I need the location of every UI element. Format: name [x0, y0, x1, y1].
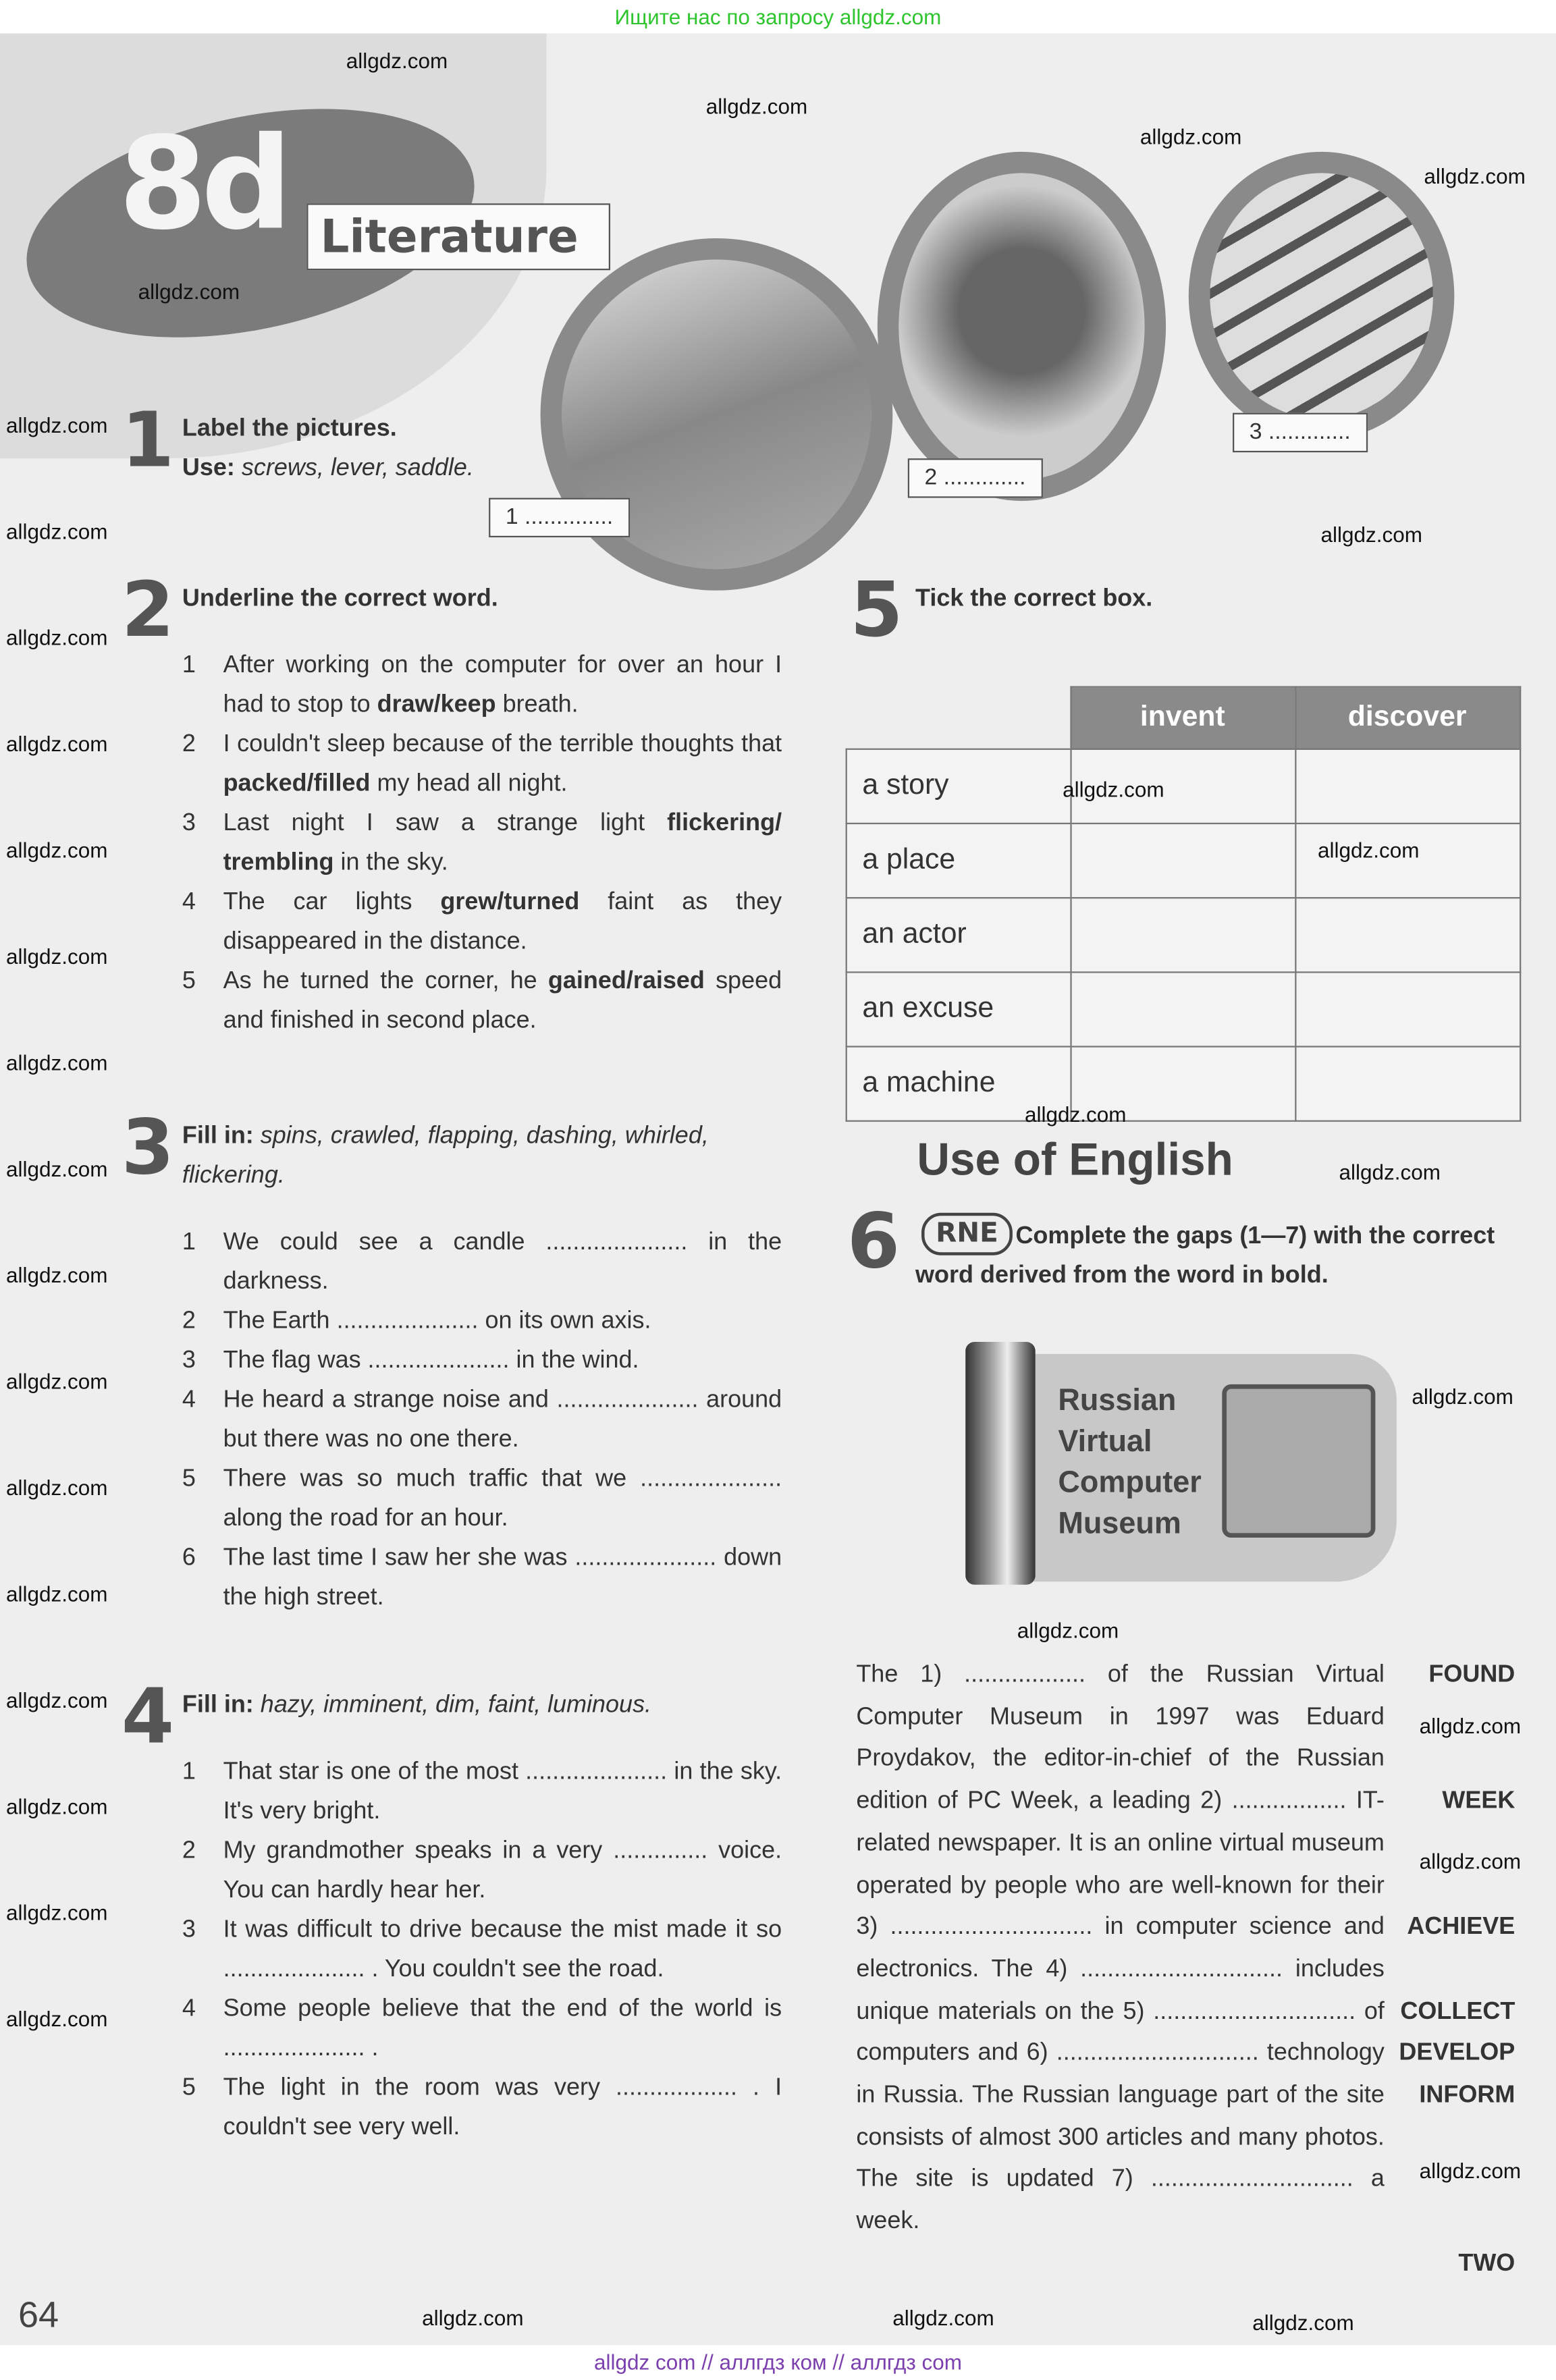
- watermark: allgdz.com: [1139, 124, 1242, 149]
- top-banner: Ищите нас по запросу allgdz.com: [614, 4, 942, 29]
- item-text: The last time I saw her she was ..................... down the high street.: [223, 1545, 782, 1611]
- word-choice[interactable]: packed/filled: [223, 771, 371, 797]
- exercise-items: [182, 1753, 782, 2148]
- tick-box-discover[interactable]: [1295, 749, 1520, 823]
- item-text-pre: I couldn't sleep because of the terrible thoughts that: [223, 731, 782, 758]
- watermark: allgdz.com: [1419, 1849, 1522, 1874]
- instruction-title: Underline the correct word.: [182, 586, 498, 612]
- exercise-item: [182, 1342, 782, 1381]
- column-invent: invent: [1070, 687, 1295, 749]
- tick-box-discover[interactable]: [1295, 1047, 1520, 1121]
- unit-title: Literature: [306, 203, 610, 270]
- item-number: 5: [182, 1466, 196, 1492]
- item-text-post: faint as they disappeared in the distance.: [223, 889, 782, 955]
- exercise-number: 6: [847, 1197, 901, 1286]
- exercise-item: [182, 1990, 782, 2069]
- item-number: 1: [182, 1229, 196, 1255]
- word-list: hazy, imminent, dim, faint, luminous.: [260, 1692, 652, 1719]
- item-text-pre: As he turned the corner, he: [223, 968, 548, 994]
- exercise-items: [182, 1224, 782, 1619]
- item-text-post: my head all night.: [370, 771, 568, 797]
- watermark: allgdz.com: [5, 1156, 108, 1181]
- item-text: It was difficult to drive because the mist made it so ..................... . You couldn't see the road.: [223, 1917, 782, 1982]
- item-number: 4: [182, 1387, 196, 1413]
- exercise-3-instruction: [182, 1117, 782, 1196]
- exercise-item: [182, 963, 782, 1042]
- item-number: 2: [182, 1838, 196, 1864]
- exercise-1: [121, 396, 782, 489]
- poster-line: Computer: [1058, 1466, 1202, 1500]
- hourglass-icon: [965, 1342, 1035, 1585]
- picture-label-2: 2 .............: [908, 458, 1042, 497]
- tick-row: [847, 1047, 1520, 1121]
- corner-cell: [847, 687, 1071, 749]
- tick-box-discover[interactable]: [1295, 972, 1520, 1046]
- watermark: allgdz.com: [1017, 1618, 1119, 1643]
- instruction-title: Fill in:: [182, 1692, 254, 1719]
- watermark: allgdz.com: [1317, 838, 1420, 863]
- watermark: allgdz.com: [1063, 777, 1164, 802]
- section-heading: Use of English: [917, 1135, 1233, 1186]
- watermark: allgdz.com: [705, 94, 808, 119]
- tick-table: [846, 686, 1521, 1121]
- watermark: allgdz.com: [5, 625, 108, 650]
- exercise-6-text: The 1) .................. of the Russian Virtual Computer Museum in 1997 was Eduard Proydakov, the editor-in-chief of the Russian edition of PC Week, a leading 2) ................. IT-related newspaper. It is an online virtual museum operated by people who are well-known for their 3) .............................. in computer science and electronics. The 4) .............................. includes unique materials on the 5) .............................. of computers and 6) .............................. technology in Russia. The Russian language part of the site consists of almost 300 articles and many photos. The site is updated 7) .............................. a week.: [856, 1662, 1385, 2235]
- item-number: 4: [182, 889, 196, 916]
- tick-row: [847, 749, 1520, 823]
- exercise-4: [121, 1673, 782, 2148]
- item-text: The Earth ..................... on its own axis.: [223, 1308, 651, 1334]
- watermark: allgdz.com: [5, 1050, 108, 1075]
- item-text: Some people believe that the end of the world is ..................... .: [223, 1996, 782, 2061]
- watermark: allgdz.com: [1320, 522, 1422, 547]
- exercise-1-instruction: [182, 410, 782, 489]
- word-choice[interactable]: gained/raised: [547, 968, 705, 994]
- watermark: allgdz.com: [346, 48, 448, 73]
- item-number: 3: [182, 1917, 196, 1943]
- use-words: screws, lever, saddle.: [241, 455, 474, 481]
- item-number: 5: [182, 968, 196, 994]
- item-text: The light in the room was very .................. . I couldn't see very well.: [223, 2075, 782, 2140]
- saddle-picture: [878, 152, 1166, 501]
- row-label: a machine: [847, 1047, 1071, 1121]
- exercise-item: [182, 1832, 782, 1911]
- watermark: allgdz.com: [1412, 1384, 1513, 1409]
- exercise-5-instruction: Tick the correct box.: [915, 586, 1153, 612]
- item-number: 3: [182, 810, 196, 837]
- word-choice[interactable]: draw/keep: [377, 692, 496, 718]
- word-list: spins, crawled, flapping, dashing, whirled, flickering.: [182, 1123, 709, 1189]
- exercise-item: [182, 1302, 782, 1341]
- picture-label-1: 1 ..............: [489, 498, 630, 537]
- tick-row: [847, 972, 1520, 1046]
- item-text-pre: The car lights: [223, 889, 441, 916]
- exercise-item: [182, 1460, 782, 1539]
- poster-line: Virtual: [1058, 1425, 1152, 1459]
- left-column: [121, 396, 782, 2148]
- exercise-6-instruction: Complete the gaps (1—7) with the correct word derived from the word in bold.: [915, 1223, 1495, 1289]
- exercise-item: [182, 1753, 782, 1832]
- keyword: TWO: [1458, 2250, 1515, 2277]
- watermark: allgdz.com: [892, 2305, 994, 2330]
- row-label: a place: [847, 823, 1071, 898]
- exercise-2-instruction: [182, 580, 782, 619]
- exercise-item: [182, 1381, 782, 1460]
- exercise-item: [182, 884, 782, 963]
- item-text-post: in the sky.: [333, 850, 448, 876]
- item-text: The flag was ..................... in the wind.: [223, 1347, 639, 1374]
- tick-box-invent[interactable]: [1070, 972, 1295, 1046]
- tick-box-invent[interactable]: [1070, 898, 1295, 972]
- instruction-title: Fill in:: [182, 1123, 254, 1150]
- watermark: allgdz.com: [5, 838, 108, 863]
- picture-label-3: 3 .............: [1233, 413, 1367, 452]
- exercise-2: [121, 566, 782, 1042]
- item-text-post: speed and finished in second place.: [223, 968, 782, 1034]
- exercise-number: 3: [121, 1103, 175, 1192]
- watermark: allgdz.com: [1252, 2310, 1354, 2335]
- watermark: allgdz.com: [5, 1687, 108, 1712]
- poster-line: Russian: [1058, 1384, 1177, 1418]
- textbook-page: [0, 33, 1556, 2345]
- word-choice[interactable]: flickering/ trembling: [223, 810, 782, 876]
- exercise-item: [182, 726, 782, 805]
- keyword: WEEK: [1442, 1788, 1515, 1814]
- keyword: FOUND: [1428, 1662, 1515, 1688]
- row-label: a story: [847, 749, 1071, 823]
- watermark: allgdz.com: [1424, 163, 1526, 188]
- item-text: There was so much traffic that we ..................... along the road for an hour.: [223, 1466, 782, 1532]
- item-number: 4: [182, 1996, 196, 2022]
- exercise-items: [182, 647, 782, 1042]
- bottom-banner: allgdz com // аллгдз ком // аллгдз com: [594, 2350, 963, 2375]
- item-text-pre: After working on the computer for over an hour I had to stop to: [223, 652, 782, 718]
- watermark: allgdz.com: [5, 731, 108, 756]
- watermark: allgdz.com: [5, 1900, 108, 1925]
- watermark: allgdz.com: [5, 1794, 108, 1819]
- row-label: an excuse: [847, 972, 1071, 1046]
- instruction-title: Label the pictures.: [182, 416, 397, 442]
- rne-badge: RNE: [921, 1213, 1013, 1255]
- watermark: allgdz.com: [422, 2305, 524, 2330]
- item-text: We could see a candle ..................... in the darkness.: [223, 1229, 782, 1295]
- exercise-item: [182, 647, 782, 726]
- unit-number: 8d: [118, 109, 287, 259]
- keyword: INFORM: [1419, 2082, 1515, 2109]
- exercise-item: [182, 805, 782, 884]
- item-text-post: breath.: [495, 692, 579, 718]
- item-number: 3: [182, 1347, 196, 1374]
- screws-picture: [1189, 152, 1455, 440]
- exercise-number: 5: [850, 566, 903, 655]
- watermark: allgdz.com: [5, 1263, 108, 1287]
- item-text: That star is one of the most ..................... in the sky. It's very bright.: [223, 1759, 782, 1825]
- watermark: allgdz.com: [5, 519, 108, 544]
- watermark: allgdz.com: [138, 279, 240, 304]
- exercise-4-instruction: [182, 1686, 782, 1725]
- item-number: 2: [182, 731, 196, 758]
- page-number: 64: [18, 2295, 59, 2336]
- watermark: allgdz.com: [1419, 2158, 1522, 2183]
- watermark: allgdz.com: [1419, 1713, 1522, 1738]
- watermark: allgdz.com: [5, 1369, 108, 1394]
- item-number: 5: [182, 2075, 196, 2101]
- item-number: 2: [182, 1308, 196, 1334]
- item-number: 1: [182, 652, 196, 679]
- exercise-number: 1: [121, 396, 175, 485]
- poster-title: [1058, 1381, 1201, 1545]
- item-text-pre: Last night I saw a strange light: [223, 810, 668, 837]
- item-number: 1: [182, 1759, 196, 1785]
- word-choice[interactable]: grew/turned: [440, 889, 580, 916]
- tick-box-invent[interactable]: [1070, 823, 1295, 898]
- keyword: COLLECT: [1400, 1999, 1515, 2025]
- tick-box-discover[interactable]: [1295, 898, 1520, 972]
- watermark: allgdz.com: [5, 944, 108, 969]
- exercise-number: 4: [121, 1673, 175, 1761]
- watermark: allgdz.com: [5, 1475, 108, 1500]
- exercise-item: [182, 2069, 782, 2148]
- tick-row: [847, 898, 1520, 972]
- computer-icon: [1222, 1384, 1375, 1538]
- item-text: My grandmother speaks in a very .............. voice. You can hardly hear her.: [223, 1838, 782, 1903]
- poster-line: Museum: [1058, 1507, 1181, 1541]
- watermark: allgdz.com: [5, 1581, 108, 1606]
- use-label: Use:: [182, 455, 235, 481]
- item-text: He heard a strange noise and ..................... around but there was no one there.: [223, 1387, 782, 1453]
- exercise-3: [121, 1103, 782, 1618]
- keyword: DEVELOP: [1399, 2040, 1515, 2066]
- watermark: allgdz.com: [1339, 1160, 1441, 1185]
- watermark: allgdz.com: [5, 412, 108, 437]
- exercise-item: [182, 1224, 782, 1303]
- keyword: ACHIEVE: [1407, 1914, 1515, 1940]
- watermark: allgdz.com: [5, 2006, 108, 2031]
- watermark: allgdz.com: [1024, 1102, 1127, 1127]
- exercise-item: [182, 1911, 782, 1990]
- exercise-item: [182, 1539, 782, 1618]
- item-number: 6: [182, 1545, 196, 1571]
- row-label: an actor: [847, 898, 1071, 972]
- exercise-number: 2: [121, 566, 175, 655]
- column-discover: discover: [1295, 687, 1520, 749]
